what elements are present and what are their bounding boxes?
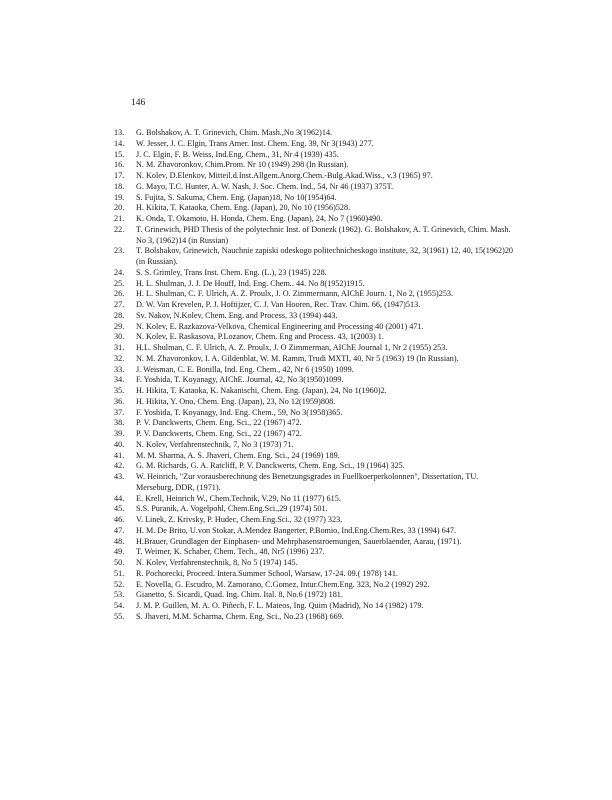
reference-item	[114, 580, 514, 591]
reference-number: 22.	[114, 224, 125, 234]
reference-text: H. M. De Brito, U.von Stokar, A.Mendez Bangerter, P.Bomio, Ind.Eng.Chem.Res, 33 (1994) 647.	[136, 525, 456, 535]
reference-text: E. Krell, Heinrich W., Chem.Technik, V.29, No 11 (1977) 615.	[136, 493, 341, 503]
reference-number: 25.	[114, 278, 125, 288]
page-number: 146	[131, 98, 146, 108]
reference-text: N. Kolev, E. Razkazova-Velkova, Chemical Engineering and Processing 40 (2001) 471.	[136, 321, 424, 331]
reference-item	[114, 418, 514, 429]
reference-number: 38.	[114, 418, 125, 428]
reference-item	[114, 322, 514, 333]
reference-text: N. M. Zhavoronkov, Chim.Prom. Nr 10 (1949) 298 (In Russian).	[136, 160, 349, 170]
reference-number: 20.	[114, 203, 125, 213]
reference-text: S.S. Puranik, A. Vogelpohl, Chem.Eng.Sci.,29 (1974) 501.	[136, 504, 328, 514]
reference-item	[114, 397, 514, 408]
reference-item	[114, 214, 514, 225]
reference-text: P. V. Danckwerts, Chem. Eng. Sci., 22 (1967) 472.	[136, 418, 302, 428]
reference-item	[114, 365, 514, 376]
reference-number: 28.	[114, 310, 125, 320]
reference-number: 41.	[114, 450, 125, 460]
reference-text: W. Jesser, J. C. Elgin, Trans Amer. Inst. Chem. Eng. 39, Nr 3(1943) 277.	[136, 138, 374, 148]
reference-number: 50.	[114, 558, 125, 567]
reference-number: 48.	[114, 536, 125, 546]
reference-item	[114, 375, 514, 386]
reference-item	[114, 612, 514, 623]
reference-item	[114, 429, 514, 440]
reference-number: 53.	[114, 590, 125, 600]
reference-number: 45.	[114, 504, 125, 514]
reference-text: S. Fujita, S. Sakuma, Chem. Eng. (Japan)18, No 10(1954)64.	[136, 192, 337, 202]
reference-text: H. Kikita, T. Kataoka, Chem. Eng. (Japan), 20, No 10 (1956)528.	[136, 203, 351, 213]
reference-text: F. Yoshida, T. Koyanagy, AIChE. Journal, 42, No 3(1950)1099.	[136, 375, 344, 385]
reference-number: 52.	[114, 579, 125, 589]
reference-number: 27.	[114, 300, 125, 309]
reference-item	[114, 171, 514, 182]
reference-item	[114, 332, 514, 343]
reference-text: N. Kolev, Verfahrenstechnik, 7, No 3 (1973) 71.	[136, 439, 294, 449]
reference-number: 17.	[114, 171, 125, 180]
reference-number: 31.	[114, 343, 125, 352]
reference-item	[114, 494, 514, 505]
reference-number: 37.	[114, 407, 125, 417]
reference-number: 49.	[114, 547, 125, 557]
reference-text: T. Grinewich, PHD Thesis of the polytechnic Inst. of Donezk (1962). G. Bolshakov, A. T. Grinevich, Chim. Mash. No 3, (1962)14 (in Russian)	[136, 224, 511, 245]
reference-number: 43.	[114, 472, 125, 481]
reference-item	[114, 182, 514, 193]
reference-item	[114, 300, 514, 311]
reference-item	[114, 150, 514, 161]
reference-item	[114, 225, 514, 247]
reference-text: H.L. Shulman, C. F. Ulrich, A. Z. Proulx, J. O Zimmerman, AIChE Journal 1, Nr 2 (1955) 253.	[136, 343, 448, 352]
reference-text: T. Weimer, K. Schaber, Chem. Tech., 48, Nr5 (1996) 237.	[136, 547, 325, 557]
reference-item	[114, 193, 514, 204]
reference-number: 55.	[114, 611, 125, 621]
reference-item	[114, 526, 514, 537]
reference-item	[114, 311, 514, 322]
reference-item	[114, 289, 514, 300]
reference-text: H. L. Shulman, C. F. Ulrich, A. Z. Proulx, J. O. Zimmermann, AIChE Journ. 1, No 2, (1955)253.	[136, 289, 454, 299]
reference-text: J. Weisman, C. E. Bonilla, Ind. Eng. Chem., 42, Nr 6 (1950) 1099.	[136, 364, 354, 374]
reference-text: G. Mayo, T.C. Hunter, A. W. Nash, J. Soc. Chem. Ind., 54, Nr 46 (1937) 375T.	[136, 181, 394, 191]
reference-number: 47.	[114, 525, 125, 535]
reference-text: Gianetto, S. Sicardi, Quad. Ing. Chim. Ital. 8, No.6 (1972) 181.	[136, 590, 343, 600]
reference-text: N. M. Zhavoronkov, I. A. Gildenblat, W. M. Ramm, Trudi MXTI, 40, Nr 5 (1963) 19 (In Russian).	[136, 353, 459, 363]
reference-text: H. L. Shulman, J. J. De Houff, Ind. Eng. Chem.. 44. No 8(1952)1915.	[136, 278, 365, 288]
reference-item	[114, 203, 514, 214]
reference-number: 39.	[114, 429, 125, 438]
reference-text: V. Linek, Z. Krivsky, P. Hudec, Chem.Eng.Sci., 32 (1977) 323.	[136, 515, 343, 524]
reference-number: 13.	[114, 128, 125, 137]
reference-item	[114, 558, 514, 569]
reference-text: K. Onda, T. Okamoto, H. Honda, Chem. Eng. (Japan), 24, No 7 (1960)490.	[136, 214, 383, 223]
reference-item	[114, 504, 514, 515]
reference-item	[114, 590, 514, 601]
reference-number: 34.	[114, 375, 125, 385]
reference-number: 44.	[114, 493, 125, 503]
reference-number: 29.	[114, 321, 125, 331]
reference-text: R. Pochorecki, Proceed. Intera.Summer School, Warsaw, 17-24. 09.( 1978) 141.	[136, 568, 398, 578]
reference-number: 33.	[114, 364, 125, 374]
reference-number: 15.	[114, 149, 125, 159]
reference-text: G. Bolshakov, A. T. Grinevich, Chim. Mash.,No 3(1962)14.	[136, 128, 333, 137]
reference-number: 23.	[114, 246, 125, 256]
reference-text: Sv. Nakov, N.Kolev, Chem. Eng. and Process, 33 (1994) 443.	[136, 310, 338, 320]
reference-text: S. Jhaveri, M.M. Scharma, Chem. Eng. Sci., No.23 (1968) 669.	[136, 611, 344, 621]
reference-text: M. M. Sharma, A. S. Jhaveri, Chem. Eng. Sci., 24 (1969) 189.	[136, 450, 340, 460]
reference-text: T. Bolshakov, Grinewich, Nauchnie zapiski odeskogo politechnicheskogo institute, 32, 3(1961) 12. 40, 15(1962)20 (in Russian).	[136, 246, 514, 266]
reference-item	[114, 440, 514, 451]
reference-number: 46.	[114, 515, 125, 524]
reference-item	[114, 472, 514, 494]
reference-item	[114, 279, 514, 290]
reference-item	[114, 268, 514, 279]
reference-item	[114, 246, 514, 268]
reference-item	[114, 461, 514, 472]
reference-number: 30.	[114, 332, 125, 342]
reference-text: N. Kolev, E. Raskasova, P.Lozanov, Chem. Eng and Process. 43, 1(2003) 1.	[136, 332, 384, 342]
reference-text: N. Kolev, D.Elenkov, Mitteil.d.Inst.Allgem.Anorg.Chem.-Bulg.Akad.Wiss., v.3 (1965) 97.	[136, 171, 433, 180]
reference-text: J. M. P. Guillen, M. A. O. Piñech, F. L. Mateos, Ing. Quim (Madrid), No 14 (1982) 179.	[136, 601, 424, 610]
reference-number: 32.	[114, 353, 125, 363]
reference-item	[114, 343, 514, 354]
reference-item	[114, 160, 514, 171]
reference-item	[114, 515, 514, 526]
reference-number: 24.	[114, 267, 125, 277]
reference-item	[114, 451, 514, 462]
reference-number: 35.	[114, 386, 125, 395]
reference-text: E. Novella, G. Escudro, M. Zamorano, C.Gomez, Intur.Chem.Eng. 323, No.2 (1992) 292.	[136, 579, 430, 589]
reference-text: P. V. Danckwerts, Chem. Eng. Sci., 22 (1967) 472.	[136, 429, 302, 438]
reference-text: H. Hikita, T. Kataoka, K. Nakanischi, Chem. Eng. (Japan), 24, No 1(1960)2.	[136, 386, 387, 395]
reference-text: H.Brauer, Grundlagen der Einphasen- und Mehrphasenstroemungen, Sauerblaender, Aarau, (1971).	[136, 536, 462, 546]
reference-text: F. Yoshida, T. Koyanagy, Ind. Eng. Chem., 59, No 3(1958)365.	[136, 407, 343, 417]
reference-item	[114, 537, 514, 548]
reference-text: J. C. Elgin, F. B. Weiss, Ind.Eng. Chem., 31, Nr 4 (1939) 435.	[136, 149, 339, 159]
reference-item	[114, 128, 514, 139]
reference-number: 42.	[114, 461, 125, 471]
reference-number: 18.	[114, 181, 125, 191]
reference-item	[114, 386, 514, 397]
reference-list	[114, 128, 514, 623]
reference-item	[114, 408, 514, 419]
reference-item	[114, 547, 514, 558]
reference-text: S. S. Grimley, Trans Inst. Chem. Eng. (L.), 23 (1945) 228.	[136, 267, 327, 277]
reference-text: G. M. Richards, G. A. Ratcliff, P. V. Danckwerts, Chem. Eng. Sci., 19 (1964) 325.	[136, 461, 405, 471]
reference-number: 40.	[114, 439, 125, 449]
reference-item	[114, 354, 514, 365]
reference-number: 36.	[114, 396, 125, 406]
reference-number: 16.	[114, 160, 125, 170]
reference-item	[114, 601, 514, 612]
reference-text: N. Kolev, Verfahrenstechnik, 8, No 5 (1974) 145.	[136, 558, 298, 567]
reference-text: D. W. Van Krevelen, P. J. Hoftijzer, C. J. Van Hooren, Rec. Trav. Chim. 66, (1947)513.	[136, 300, 421, 309]
reference-item	[114, 569, 514, 580]
reference-text: W. Heinrich, "Zur vorausberechnung des Benetzungsgrades in Fuellkoerperkolonnen", Dissertation, TU. Merseburg, DDR, (1971).	[136, 472, 479, 492]
reference-text: H. Hikita, Y. Ono, Chem. Eng. (Japan), 23, No 12(1959)808.	[136, 396, 336, 406]
reference-number: 26.	[114, 289, 125, 299]
reference-number: 19.	[114, 192, 125, 202]
reference-number: 21.	[114, 214, 125, 223]
reference-number: 51.	[114, 568, 125, 578]
reference-item	[114, 139, 514, 150]
reference-number: 14.	[114, 138, 125, 148]
reference-number: 54.	[114, 601, 125, 610]
